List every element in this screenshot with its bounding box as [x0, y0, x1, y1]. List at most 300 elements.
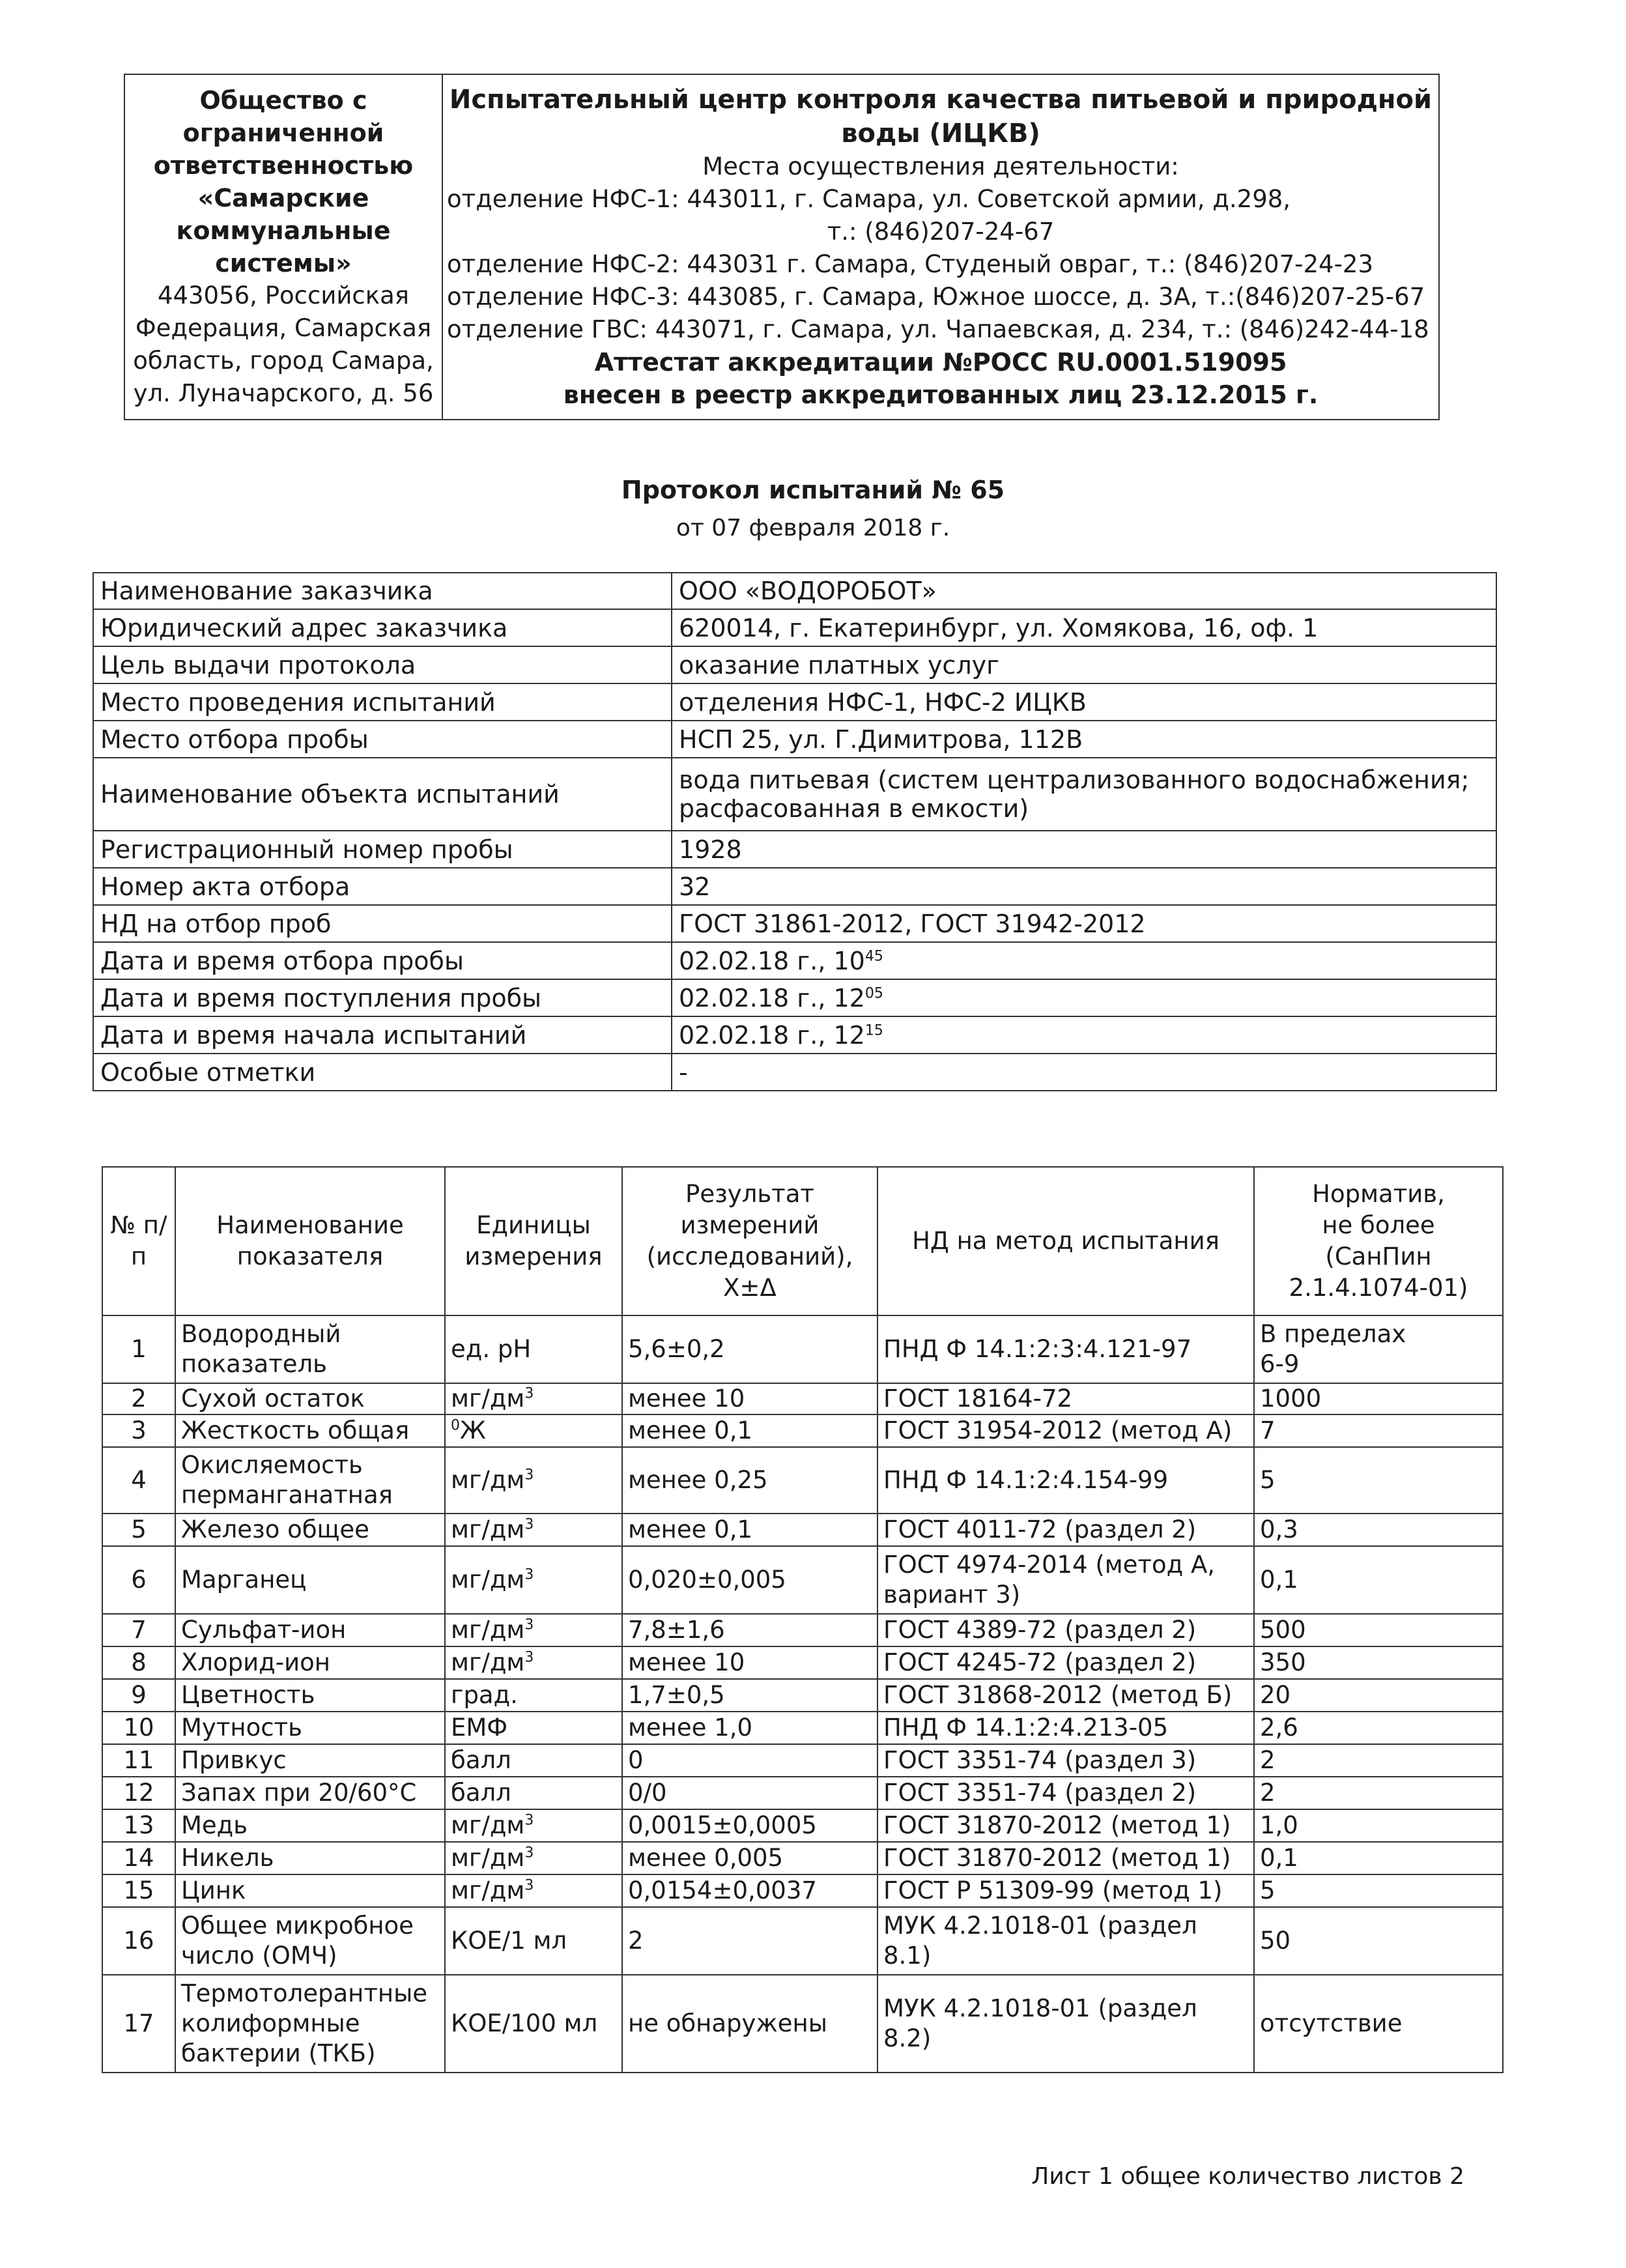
norm-line: 1,0 [1260, 1811, 1298, 1839]
col-unit [445, 1167, 622, 1315]
row-number [102, 1975, 175, 2073]
norm-line: отсутствие [1260, 2009, 1403, 2037]
norm-line: 50 [1260, 1927, 1291, 1955]
row-number-text: 15 [123, 1876, 154, 1904]
method-line: ПНД Ф 14.1:2:4.154-99 [883, 1466, 1169, 1494]
result-value [622, 1383, 877, 1414]
org-line: системы» [215, 249, 352, 278]
method-line: ГОСТ 4245-72 (раздел 2) [883, 1648, 1197, 1676]
info-key: Особые отметки [93, 1054, 672, 1091]
indicator-name [175, 1514, 445, 1546]
header-line: Норматив, [1312, 1180, 1445, 1208]
test-method [877, 1383, 1254, 1414]
row-number [102, 1712, 175, 1744]
branch-line: отделение НФС-1: 443011, г. Самара, ул. Советской армии, д.298, [447, 185, 1291, 213]
result-row [102, 1744, 1503, 1777]
norm-value [1254, 1614, 1503, 1646]
unit-text: ед. pH [451, 1335, 532, 1363]
info-value: ГОСТ 31861-2012, ГОСТ 31942-2012 [672, 905, 1496, 942]
unit-text: ЕМФ [451, 1714, 508, 1742]
unit-text: КОЕ/100 мл [451, 2009, 598, 2037]
result-text: 7,8±1,6 [628, 1616, 725, 1644]
indicator-name [175, 1842, 445, 1874]
info-key: Цель выдачи протокола [93, 646, 672, 683]
info-table [93, 572, 1497, 1091]
result-row [102, 1383, 1503, 1414]
method-line: вариант 3) [883, 1581, 1021, 1609]
indicator-name-line: Хлорид-ион [181, 1648, 330, 1676]
info-key: Наименование заказчика [93, 573, 672, 609]
indicator-name-line: Сухой остаток [181, 1385, 365, 1413]
row-number [102, 1546, 175, 1614]
header-line: не более [1322, 1211, 1435, 1239]
date-text: 02.02.18 г., 10 [679, 946, 865, 975]
norm-line: 20 [1260, 1681, 1291, 1709]
result-value [622, 1679, 877, 1712]
info-value-line: расфасованная в емкости) [679, 794, 1029, 823]
unit-text: балл [451, 1779, 511, 1807]
norm-value [1254, 1414, 1503, 1447]
method-line: ГОСТ 3351-74 (раздел 2) [883, 1779, 1197, 1807]
row-number-text: 8 [131, 1648, 147, 1676]
row-number [102, 1614, 175, 1646]
result-row [102, 1874, 1503, 1907]
indicator-name-line: Мутность [181, 1714, 302, 1742]
test-method [877, 1975, 1254, 2073]
unit-text: мг/дм [451, 1515, 525, 1543]
method-line: ГОСТ 31870-2012 (метод 1) [883, 1811, 1231, 1839]
norm-value [1254, 1874, 1503, 1907]
unit-sup: 3 [524, 1812, 534, 1829]
norm-line: 2 [1260, 1779, 1276, 1807]
unit-sup: 3 [524, 1845, 534, 1861]
results-body [102, 1315, 1503, 2073]
row-number [102, 1414, 175, 1447]
result-value [622, 1514, 877, 1546]
result-row [102, 1414, 1503, 1447]
row-number [102, 1777, 175, 1809]
indicator-name [175, 1874, 445, 1907]
info-key: Место отбора пробы [93, 721, 672, 758]
result-text: 1,7±0,5 [628, 1681, 725, 1709]
result-text: менее 10 [628, 1648, 745, 1676]
result-text: 2 [628, 1927, 644, 1955]
norm-value [1254, 1975, 1503, 2073]
result-value [622, 1315, 877, 1383]
norm-line: 6-9 [1260, 1350, 1300, 1378]
indicator-name [175, 1315, 445, 1383]
org-line: ограниченной [182, 119, 384, 147]
norm-value [1254, 1712, 1503, 1744]
test-method [877, 1777, 1254, 1809]
result-text: 0 [628, 1746, 644, 1774]
registry-line: внесен в реестр аккредитованных лиц 23.12.2015 г. [563, 380, 1319, 409]
unit [445, 1712, 622, 1744]
unit [445, 1744, 622, 1777]
norm-value [1254, 1315, 1503, 1383]
norm-value [1254, 1744, 1503, 1777]
row-number [102, 1744, 175, 1777]
unit [445, 1447, 622, 1514]
test-method [877, 1874, 1254, 1907]
date-text: 02.02.18 г., 12 [679, 983, 865, 1012]
norm-line: В пределах [1260, 1320, 1406, 1348]
result-value [622, 1744, 877, 1777]
result-value [622, 1874, 877, 1907]
test-method [877, 1447, 1254, 1514]
result-value [622, 1842, 877, 1874]
indicator-name-line: бактерии (ТКБ) [181, 2039, 376, 2067]
norm-line: 5 [1260, 1466, 1276, 1494]
row-number-text: 1 [131, 1335, 147, 1363]
test-method [877, 1414, 1254, 1447]
row-number [102, 1907, 175, 1975]
result-row [102, 1514, 1503, 1546]
indicator-name-line: Железо общее [181, 1515, 369, 1543]
lab-title-line: воды (ИЦКВ) [841, 119, 1040, 149]
unit-sup: 3 [524, 1566, 534, 1583]
col-name [175, 1167, 445, 1315]
norm-value [1254, 1383, 1503, 1414]
unit [445, 1777, 622, 1809]
org-address-line: область, город Самара, [133, 347, 434, 375]
col-result [622, 1167, 877, 1315]
result-row [102, 1712, 1503, 1744]
test-method [877, 1315, 1254, 1383]
row-number-text: 17 [123, 2009, 154, 2037]
row-number-text: 9 [131, 1681, 147, 1709]
page-footer: Лист 1 общее количество листов 2 [1031, 2163, 1464, 2190]
row-number-text: 16 [123, 1927, 154, 1955]
unit-text: мг/дм [451, 1466, 525, 1494]
test-method [877, 1614, 1254, 1646]
result-text: 0/0 [628, 1779, 667, 1807]
method-line: ГОСТ 31870-2012 (метод 1) [883, 1844, 1231, 1872]
branch-line: т.: (846)207-24-67 [827, 218, 1055, 246]
unit [445, 1975, 622, 2073]
unit-text: мг/дм [451, 1811, 525, 1839]
header-line: показателя [236, 1242, 384, 1270]
row-number-text: 14 [123, 1844, 154, 1872]
info-value: оказание платных услуг [672, 646, 1496, 683]
organization-cell [124, 74, 442, 420]
result-value [622, 1414, 877, 1447]
method-line: ГОСТ 4011-72 (раздел 2) [883, 1515, 1197, 1543]
row-number [102, 1874, 175, 1907]
info-value: 620014, г. Екатеринбург, ул. Хомякова, 16, оф. 1 [672, 609, 1496, 646]
results-header-row [102, 1167, 1503, 1315]
unit-text: мг/дм [451, 1566, 525, 1594]
method-line: ГОСТ Р 51309-99 (метод 1) [883, 1876, 1223, 1904]
unit-sup: 3 [524, 1877, 534, 1894]
result-text: менее 0,005 [628, 1844, 784, 1872]
unit-sup: 3 [524, 1616, 534, 1633]
results-table [102, 1166, 1504, 2073]
info-value: 1928 [672, 831, 1496, 868]
norm-line: 500 [1260, 1616, 1306, 1644]
org-line: «Самарские [197, 184, 369, 212]
info-value [672, 1016, 1496, 1054]
result-row [102, 1546, 1503, 1614]
row-number [102, 1447, 175, 1514]
test-method [877, 1646, 1254, 1679]
header-line: Наименование [216, 1211, 404, 1239]
unit-sup: 3 [524, 1649, 534, 1666]
header-line: (СанПин [1325, 1242, 1432, 1270]
info-value: 32 [672, 868, 1496, 905]
unit [445, 1907, 622, 1975]
unit [445, 1874, 622, 1907]
row-number-text: 2 [131, 1385, 147, 1413]
result-value [622, 1712, 877, 1744]
indicator-name-line: Термотолерантные [181, 1979, 428, 2007]
test-method [877, 1514, 1254, 1546]
laboratory-cell [442, 74, 1439, 420]
header-line: X±Δ [723, 1274, 777, 1302]
result-text: 0,020±0,005 [628, 1566, 786, 1594]
method-line: ГОСТ 4389-72 (раздел 2) [883, 1616, 1197, 1644]
unit-text: мг/дм [451, 1876, 525, 1904]
norm-line: 350 [1260, 1648, 1306, 1676]
info-value [672, 758, 1496, 831]
result-text: менее 10 [628, 1385, 745, 1413]
result-row [102, 1315, 1503, 1383]
method-line: МУК 4.2.1018-01 (раздел 8.1) [883, 1912, 1197, 1970]
org-address-line: ул. Луначарского, д. 56 [133, 379, 434, 407]
minutes-sup: 05 [864, 984, 883, 1001]
test-method [877, 1809, 1254, 1842]
method-line: ГОСТ 31954-2012 (метод А) [883, 1416, 1233, 1444]
result-value [622, 1809, 877, 1842]
norm-value [1254, 1646, 1503, 1679]
info-key: Дата и время поступления пробы [93, 979, 672, 1016]
header-line: Единицы [476, 1211, 591, 1239]
unit-text: мг/дм [451, 1385, 525, 1413]
norm-value [1254, 1679, 1503, 1712]
result-row [102, 1614, 1503, 1646]
unit-sup: 3 [524, 1467, 534, 1484]
row-number [102, 1315, 175, 1383]
org-line: ответственностью [153, 151, 414, 180]
indicator-name-line: Привкус [181, 1746, 287, 1774]
branch-line: отделение НФС-3: 443085, г. Самара, Южное шоссе, д. 3А, т.:(846)207-25-67 [447, 283, 1425, 311]
indicator-name-line: Водородный [181, 1320, 341, 1348]
header-line: (исследований), [646, 1242, 853, 1270]
row-number-text: 6 [131, 1566, 147, 1594]
org-line: коммунальные [176, 216, 391, 245]
norm-value [1254, 1809, 1503, 1842]
indicator-name [175, 1383, 445, 1414]
unit-text: град. [451, 1681, 518, 1709]
header-block [124, 74, 1440, 420]
unit-text: балл [451, 1746, 511, 1774]
row-number-text: 12 [123, 1779, 154, 1807]
norm-value [1254, 1907, 1503, 1975]
unit [445, 1546, 622, 1614]
header-line: измерения [464, 1242, 603, 1270]
indicator-name [175, 1646, 445, 1679]
row-number-text: 11 [123, 1746, 154, 1774]
info-value [672, 979, 1496, 1016]
indicator-name-line: показатель [181, 1350, 327, 1378]
info-value: отделения НФС-1, НФС-2 ИЦКВ [672, 683, 1496, 721]
norm-line: 0,1 [1260, 1566, 1298, 1594]
indicator-name-line: перманганатная [181, 1481, 393, 1509]
row-number-text: 5 [131, 1515, 147, 1543]
info-key: Место проведения испытаний [93, 683, 672, 721]
org-address [129, 280, 438, 410]
method-line: ГОСТ 18164-72 [883, 1385, 1073, 1413]
indicator-name [175, 1546, 445, 1614]
indicator-name [175, 1907, 445, 1975]
test-method [877, 1679, 1254, 1712]
row-number-text: 7 [131, 1616, 147, 1644]
norm-line: 7 [1260, 1416, 1276, 1444]
test-method [877, 1907, 1254, 1975]
unit-text: мг/дм [451, 1844, 525, 1872]
info-key: Наименование объекта испытаний [93, 758, 672, 831]
result-row [102, 1646, 1503, 1679]
result-value [622, 1546, 877, 1614]
unit-sup: 0 [451, 1417, 460, 1434]
unit [445, 1646, 622, 1679]
info-value-line: вода питьевая (систем централизованного водоснабжения; [679, 766, 1470, 794]
norm-line: 2,6 [1260, 1714, 1298, 1742]
lab-title-line: Испытательный центр контроля качества питьевой и природной [449, 85, 1433, 115]
unit [445, 1383, 622, 1414]
result-text: менее 0,1 [628, 1416, 752, 1444]
indicator-name-line: Цветность [181, 1681, 315, 1709]
norm-value [1254, 1842, 1503, 1874]
result-value [622, 1614, 877, 1646]
col-norm [1254, 1167, 1503, 1315]
result-row [102, 1447, 1503, 1514]
result-text: менее 1,0 [628, 1714, 752, 1742]
norm-line: 0,3 [1260, 1515, 1298, 1543]
result-text: 5,6±0,2 [628, 1335, 725, 1363]
method-line: МУК 4.2.1018-01 (раздел 8.2) [883, 1994, 1197, 2052]
norm-line: 0,1 [1260, 1844, 1298, 1872]
places-label: Места осуществления деятельности: [702, 152, 1179, 180]
method-line: ПНД Ф 14.1:2:3:4.121-97 [883, 1335, 1192, 1363]
row-number [102, 1514, 175, 1546]
org-address-line: Федерация, Самарская [135, 314, 432, 342]
row-number [102, 1679, 175, 1712]
protocol-date: от 07 февраля 2018 г. [676, 515, 950, 541]
info-value: ООО «ВОДОРОБОТ» [672, 573, 1496, 609]
minutes-sup: 45 [864, 947, 883, 964]
branch-line: отделение ГВС: 443071, г. Самара, ул. Чапаевская, д. 234, т.: (846)242-44-18 [447, 315, 1429, 343]
result-text: не обнаружены [628, 2009, 827, 2037]
info-key: Юридический адрес заказчика [93, 609, 672, 646]
col-num: № п/п [102, 1167, 175, 1315]
method-line: ГОСТ 31868-2012 (метод Б) [883, 1681, 1233, 1709]
row-number-text: 13 [123, 1811, 154, 1839]
accreditation-line: Аттестат аккредитации №РОСС RU.0001.519095 [594, 348, 1287, 377]
norm-line: 5 [1260, 1876, 1276, 1904]
method-line: ГОСТ 4974-2014 (метод А, [883, 1551, 1216, 1579]
row-number [102, 1842, 175, 1874]
indicator-name [175, 1712, 445, 1744]
unit [445, 1809, 622, 1842]
unit-text: Ж [460, 1416, 486, 1444]
norm-value [1254, 1546, 1503, 1614]
test-method [877, 1744, 1254, 1777]
header-line: 2.1.4.1074-01) [1289, 1274, 1468, 1302]
indicator-name-line: Никель [181, 1844, 274, 1872]
indicator-name-line: Медь [181, 1811, 248, 1839]
indicator-name [175, 1809, 445, 1842]
result-row [102, 1842, 1503, 1874]
indicator-name-line: Сульфат-ион [181, 1616, 347, 1644]
lab-title [447, 83, 1434, 151]
result-row [102, 1809, 1503, 1842]
test-method [877, 1546, 1254, 1614]
indicator-name-line: число (ОМЧ) [181, 1942, 337, 1970]
result-value [622, 1975, 877, 2073]
test-method [877, 1712, 1254, 1744]
branch-line: отделение НФС-2: 443031 г. Самара, Студеный овраг, т.: (846)207-24-23 [447, 250, 1374, 278]
header-line: измерений [680, 1211, 820, 1239]
method-line: ГОСТ 3351-74 (раздел 3) [883, 1746, 1197, 1774]
org-address-line: 443056, Российская [157, 281, 410, 309]
indicator-name [175, 1777, 445, 1809]
norm-value [1254, 1777, 1503, 1809]
indicator-name-line: Запах при 20/60°С [181, 1779, 417, 1807]
indicator-name [175, 1744, 445, 1777]
indicator-name [175, 1447, 445, 1514]
indicator-name-line: Марганец [181, 1566, 307, 1594]
row-number-text: 3 [131, 1416, 147, 1444]
result-text: 0,0015±0,0005 [628, 1811, 817, 1839]
result-text: менее 0,25 [628, 1466, 768, 1494]
result-row [102, 1777, 1503, 1809]
result-value [622, 1447, 877, 1514]
norm-line: 1000 [1260, 1385, 1322, 1413]
result-value [622, 1646, 877, 1679]
result-row [102, 1975, 1503, 2073]
col-method: НД на метод испытания [877, 1167, 1254, 1315]
indicator-name-line: Общее микробное [181, 1912, 414, 1940]
info-key: Дата и время начала испытаний [93, 1016, 672, 1054]
info-value: НСП 25, ул. Г.Димитрова, 112В [672, 721, 1496, 758]
unit [445, 1679, 622, 1712]
unit [445, 1614, 622, 1646]
row-number [102, 1809, 175, 1842]
unit-text: мг/дм [451, 1616, 525, 1644]
indicator-name [175, 1679, 445, 1712]
result-row [102, 1679, 1503, 1712]
indicator-name-line: Жесткость общая [181, 1416, 410, 1444]
unit-text: КОЕ/1 мл [451, 1927, 567, 1955]
protocol-title: Протокол испытаний № 65 [621, 476, 1005, 504]
info-key: НД на отбор проб [93, 905, 672, 942]
info-key: Регистрационный номер пробы [93, 831, 672, 868]
minutes-sup: 15 [864, 1022, 883, 1039]
norm-value [1254, 1514, 1503, 1546]
info-value: - [672, 1054, 1496, 1091]
method-line: ПНД Ф 14.1:2:4.213-05 [883, 1714, 1169, 1742]
header-line: Результат [685, 1180, 814, 1208]
result-row [102, 1907, 1503, 1975]
indicator-name [175, 1414, 445, 1447]
result-value [622, 1907, 877, 1975]
norm-value [1254, 1447, 1503, 1514]
unit-sup: 3 [524, 1516, 534, 1533]
info-key: Дата и время отбора пробы [93, 942, 672, 979]
unit [445, 1842, 622, 1874]
result-text: менее 0,1 [628, 1515, 752, 1543]
